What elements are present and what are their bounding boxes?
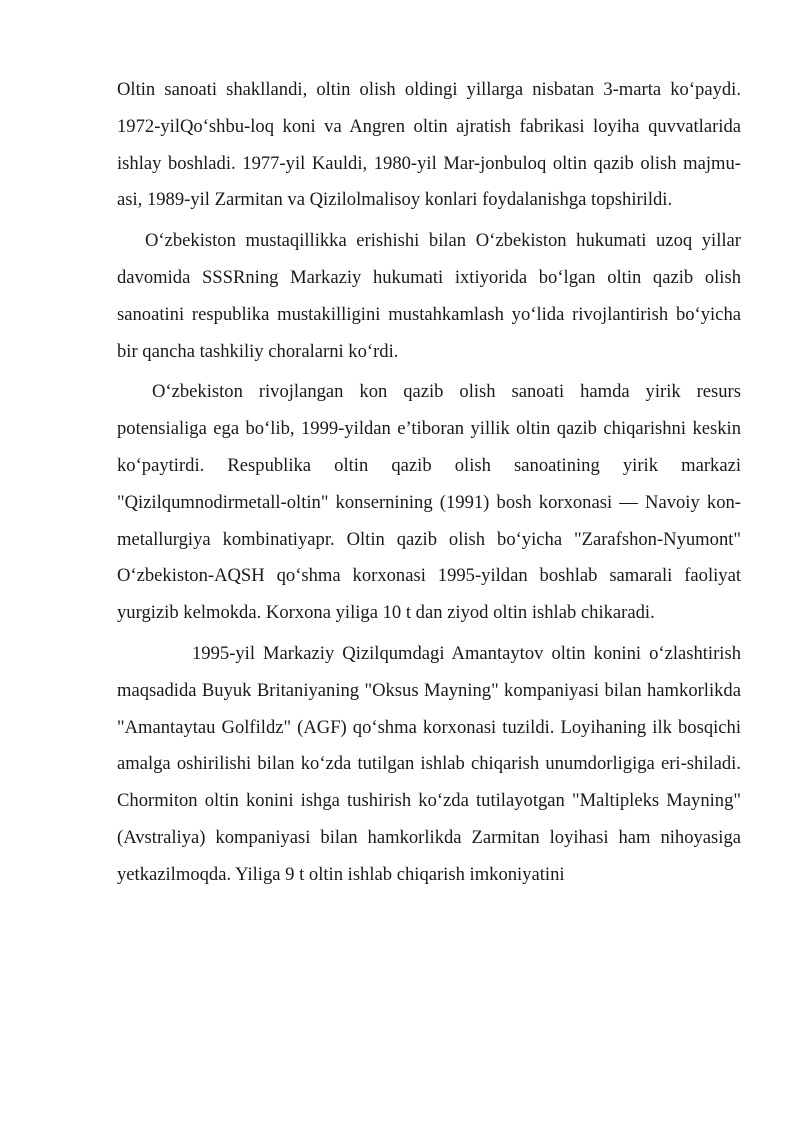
paragraph-mining-potential: O‘zbekiston rivojlangan kon qazib olish sanoati hamda yirik resurs potensialiga ega bo‘lib, 1999-yildan e’tiboran yillik oltin qazib chiqarishni keskin ko‘paytirdi. Respublika oltin qazib olish sanoatining yirik markazi "Qizilqumnodirmetall-oltin" konsernining (1991) bosh korxonasi — Navoiy kon-metallurgiya kombinatiyapr. Oltin qazib olish bo‘yicha "Zarafshon-Nyumont" O‘zbekiston-AQSH qo‘shma korxonasi 1995-yildan boshlab samarali faoliyat yurgizib kelmokda. Korxona yiliga 10 t dan ziyod oltin ishlab chikaradi. [117,381,741,624]
paragraph-independence-measures: O‘zbekiston mustaqillikka erishishi bilan O‘zbekiston hukumati uzoq yillar davomida SSSRning Markaziy hukumati ixtiyorida bo‘lgan oltin qazib olish sanoatini respublika mustakilligini mustahkamlash yo‘lida rivojlantirish bo‘yicha bir qancha tashkiliy choralarni ko‘rdi. [117,230,741,362]
document-page [117,72,741,898]
paragraph-gold-industry-history: Oltin sanoati shakllandi, oltin olish oldingi yillarga nisbatan 3-marta ko‘paydi. 1972-yilQo‘shbu-loq koni va Angren oltin ajratish fabrikasi loyiha quvvatlarida ishlay boshladi. 1977-yil Kauldi, 1980-yil Mar-jonbuloq oltin qazib olish majmu-asi, 1989-yil Zarmitan va Qizilolmalisoy konlari foydalanishga topshirildi. [117,79,741,211]
paragraph-joint-ventures: 1995-yil Markaziy Qizilqumdagi Amantaytov oltin konini o‘zlashtirish maqsadida Buyuk Britaniyaning "Oksus Mayning" kompaniyasi bilan hamkorlikda "Amantaytau Golfildz" (AGF) qo‘shma korxonasi tuzildi. Loyihaning ilk bosqichi amalga oshirilishi bilan ko‘zda tutilgan ishlab chiqarish unumdorligiga eri-shiladi. Chormiton oltin konini ishga tushirish ko‘zda tutilayotgan "Maltipleks Mayning" (Avstraliya) kompaniyasi bilan hamkorlikda Zarmitan loyihasi ham nihoyasiga yetkazilmoqda. Yiliga 9 t oltin ishlab chiqarish imkoniyatini [117,642,741,885]
